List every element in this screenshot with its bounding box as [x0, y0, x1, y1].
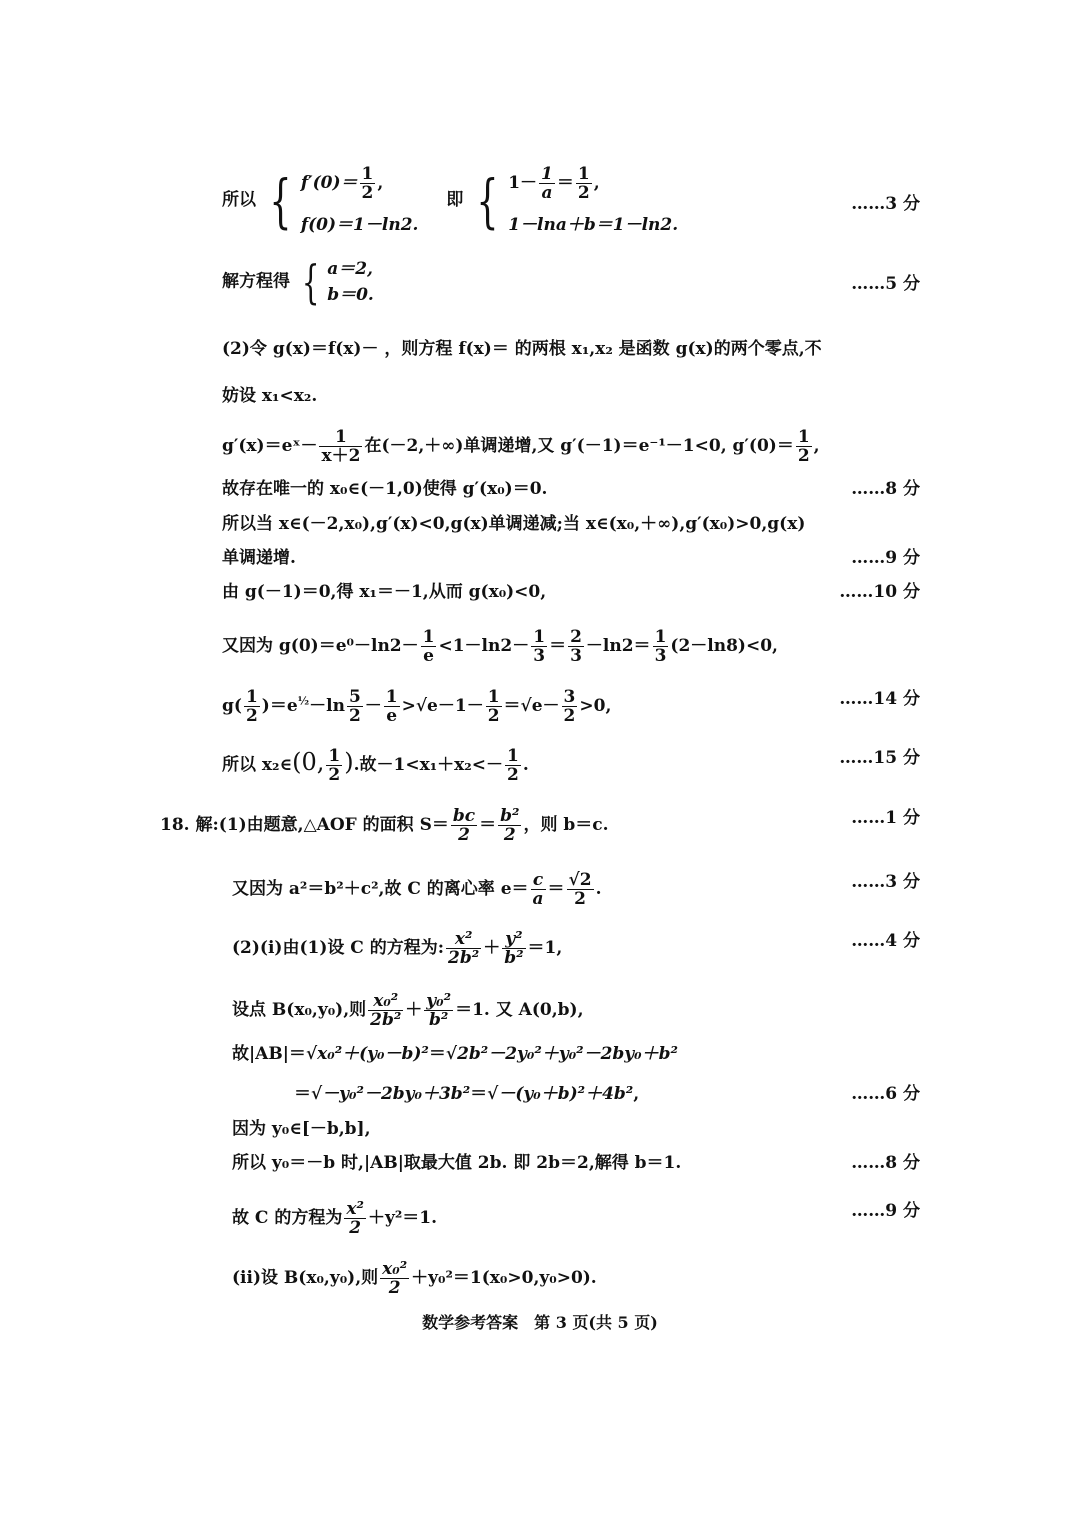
line-text: 所以 y₀＝－b 时,|AB|取最大值 2b. 即 2b＝2,解得 b＝1. — [232, 1153, 682, 1173]
text-ji: 即 — [446, 190, 464, 210]
line-text: ＝1. 又 A(0,b), — [455, 1000, 584, 1020]
line-text: (2－ln8)<0, — [670, 636, 778, 656]
fraction: $\frac{1}{a}$ — [541, 164, 553, 203]
fraction: $\frac{1}{2}$ — [328, 746, 341, 785]
eq-lna: 1－lna＋b＝1－ln2. — [508, 215, 679, 235]
line-text: 在(－2,＋∞)单调递增,又 g′(－1)＝e⁻¹－1<0, g′(0)＝ — [364, 436, 794, 456]
sqrt-expression: √－(y₀＋b)²＋4b² — [487, 1084, 634, 1104]
line-text: 故 C 的方程为 — [232, 1208, 343, 1228]
score-label: ……3 分 — [851, 872, 920, 892]
fraction: $\frac{bc}{2}$ — [452, 806, 476, 845]
line-text: >0, — [579, 696, 612, 716]
fraction: $\frac{\text{y₀²}}{\text{b²}}$ — [426, 991, 452, 1030]
text-line — [232, 1152, 681, 1174]
line-text: .故－1<x₁＋x₂<－ — [353, 755, 503, 775]
line-text: －ln — [309, 696, 345, 716]
line-text: 所以当 x∈(－2,x₀),g′(x)<0,g(x)单调递减;当 x∈(x₀,＋∞),g′(x₀)>0,g(x) — [222, 514, 806, 534]
system-solution — [296, 255, 374, 309]
fraction: $\frac{1}{2}$ — [577, 164, 590, 203]
equation-system-1 — [222, 165, 678, 236]
fraction: $\frac{5}{2}$ — [348, 687, 361, 726]
line-text: g( — [222, 696, 242, 716]
fraction: $\frac{1}{3}$ — [654, 627, 667, 666]
text-line — [222, 385, 317, 407]
eq-sign: ＝ — [556, 173, 574, 193]
fraction: $\frac{1}{x+2}$ — [321, 427, 361, 466]
left-brace: { — [269, 166, 292, 235]
fraction: $\frac{\text{b²}}{2}$ — [500, 806, 520, 845]
exponent: ½ — [297, 694, 310, 708]
line-text: 因为 y₀∈[－b,b], — [232, 1119, 371, 1139]
fraction: $\frac{1}{e}$ — [385, 687, 398, 726]
score-label: ……4 分 — [851, 931, 920, 951]
score-label: ……6 分 — [851, 1084, 920, 1104]
eq-part: 1－ — [508, 173, 538, 193]
line-text: 单调递增. — [222, 548, 296, 568]
line-text: ，则 b＝c. — [523, 815, 609, 835]
fraction: $\frac{2}{3}$ — [570, 627, 582, 666]
score-label: ……15 分 — [839, 748, 920, 768]
line-text: 又因为 a²＝b²＋c²,故 C 的离心率 e＝ — [232, 879, 529, 899]
text-line: 又因为 a²＝b²＋c²,故 C 的离心率 e＝ $\frac{c}{a}$ ＝ $\frac{√2}{2}$ . — [232, 870, 602, 909]
system-left: { f′(0)＝ $\frac{1}{2}$ , f(0)＝1－ln2. — [269, 164, 419, 235]
score-label: ……9 分 — [851, 548, 920, 568]
sol-a: a＝2, — [327, 259, 373, 279]
text-line: 设点 B(x₀,y₀),则 $\frac{\text{x₀²}}{\text{2b²}}$ ＋ $\frac{\text{y₀²}}{\text{b²}}$ ＝1. 又 A(0,b), — [232, 991, 584, 1030]
fraction: $\frac{1}{2}$ — [245, 687, 258, 726]
text-jiefangcheng: 解方程得 — [222, 271, 290, 292]
line-text: )＝e — [261, 696, 298, 716]
text-line: 故|AB|＝√x₀²＋(y₀－b)²＝√2b²－2y₀²＋y₀²－2by₀＋b² — [232, 1044, 678, 1064]
text-line — [232, 1200, 437, 1237]
text-line: ＝√－y₀²－2by₀＋3b²＝√－(y₀＋b)²＋4b², — [294, 1084, 640, 1104]
sqrt-expression: √2b²－2y₀²＋y₀²－2by₀＋b² — [445, 1044, 678, 1064]
fraction: $\frac{1}{2}$ — [361, 164, 374, 203]
line-text: ＝√e－ — [503, 696, 560, 716]
text-line — [222, 581, 546, 603]
score-label: ……3 分 — [851, 194, 920, 214]
page-footer: 数学参考答案 第 3 页(共 5 页) — [422, 1313, 658, 1332]
fraction: $\frac{\text{x²}}{2}$ — [346, 1199, 364, 1238]
text-line: 又因为 g(0)＝e⁰－ln2－ $\frac{1}{e}$ <1－ln2－ $\frac{1}{3}$ ＝ $\frac{2}{3}$ －ln2＝ $\frac{1}{3}$ (2－ln8)<0, — [222, 627, 778, 666]
fraction: $\frac{1}{2}$ — [487, 687, 500, 726]
fraction: $\frac{3}{2}$ — [563, 687, 576, 726]
fraction: $\frac{1}{3}$ — [533, 627, 546, 666]
line-text: 由 g(－1)＝0,得 x₁＝－1,从而 g(x₀)<0, — [222, 582, 547, 602]
line-text: 18. 解:(1)由题意,△AOF 的面积 S＝ — [160, 815, 449, 835]
interval-paren: ) — [344, 748, 354, 776]
line-text: g′(x)＝eˣ－ — [222, 436, 318, 456]
line-text: (2)(i)由(1)设 C 的方程为: — [232, 938, 445, 958]
equation-system-2 — [222, 255, 374, 309]
interval-paren: (0, — [292, 748, 325, 776]
fraction: $\frac{1}{2}$ — [797, 427, 810, 466]
fraction: $\frac{\text{x²}}{\text{2b²}}$ — [448, 929, 480, 968]
line-text: ＋y₀²＝1(x₀>0,y₀>0). — [411, 1268, 597, 1288]
left-brace: { — [476, 166, 499, 235]
line-text: 又因为 g(0)＝e⁰－ln2－ — [222, 636, 419, 656]
text-line — [222, 338, 822, 360]
text-line — [232, 1118, 371, 1140]
score-label: ……9 分 — [851, 1201, 920, 1221]
text-line — [222, 547, 296, 569]
text-line — [222, 478, 547, 500]
fraction: $\frac{√2}{2}$ — [568, 870, 592, 909]
score-label: ……8 分 — [851, 479, 920, 499]
text-line: g′(x)＝eˣ－ $\frac{1}{x+2}$ 在(－2,＋∞)单调递增,又 g′(－1)＝e⁻¹－1<0, g′(0)＝ $\frac{1}{2}$ , — [222, 427, 820, 466]
line-text: (ii)设 B(x₀,y₀),则 — [232, 1268, 379, 1288]
line-text: ＋y²＝1. — [367, 1208, 438, 1228]
line-text: (2)令 g(x)＝f(x)－ ，则方程 f(x)＝ 的两根 x₁,x₂ 是函数 g(x)的两个零点,不 — [222, 339, 822, 359]
line-text: 设点 B(x₀,y₀),则 — [232, 1000, 367, 1020]
score-label: ……1 分 — [851, 808, 920, 828]
score-label: ……14 分 — [839, 689, 920, 709]
score-label: ……5 分 — [851, 274, 920, 294]
text-line: (2)(i)由(1)设 C 的方程为: $\frac{\text{x²}}{\text{2b²}}$ ＋ $\frac{\text{y²}}{\text{b²}}$ ＝1, — [232, 929, 563, 968]
text-line — [232, 1260, 597, 1297]
text-line: g( $\frac{1}{2}$ )$=e^{\frac{1}{2}}-\ln$ $\frac{5}{2}$ － $\frac{1}{e}$ >√e－1－ $\frac{1}{2}$ ＝√e－ $\frac{3}{2}$ >0, — [222, 687, 612, 726]
line-text: －ln2＝ — [585, 636, 651, 656]
line-text: ＝1, — [527, 938, 563, 958]
line-text: 所以 x₂∈ — [222, 755, 293, 775]
question-18-heading: 18. 解:(1)由题意,△AOF 的面积 S＝ $\frac{bc}{2}$ ＝ $\frac{\text{b²}}{2}$ ，则 b＝c. — [160, 806, 609, 845]
eq-f0: f(0)＝1－ln2. — [300, 215, 419, 235]
line-text: 故存在唯一的 x₀∈(－1,0)使得 g′(x₀)＝0. — [222, 479, 548, 499]
line-text: 妨设 x₁<x₂. — [222, 386, 318, 406]
fraction: $\frac{1}{e}$ — [422, 627, 435, 666]
fraction: $\frac{\text{x₀²}}{\text{2b²}}$ — [370, 991, 402, 1030]
sqrt-expression: √－y₀²－2by₀＋3b² — [311, 1084, 471, 1104]
sol-b: b＝0. — [327, 285, 374, 305]
fraction: $\frac{\text{x₀²}}{2}$ — [382, 1259, 408, 1298]
score-label: ……8 分 — [851, 1153, 920, 1173]
sqrt-expression: √x₀²＋(y₀－b)² — [305, 1044, 429, 1064]
fraction: $\frac{\text{y²}}{\text{b²}}$ — [504, 929, 524, 968]
fraction: $\frac{c}{a}$ — [532, 870, 544, 909]
text-line — [222, 513, 805, 535]
eq-fprime0: f′(0)＝ — [300, 173, 358, 193]
line-text: >√e－1－ — [401, 696, 484, 716]
left-brace: { — [301, 255, 320, 309]
text-suoyi: 所以 — [222, 190, 256, 210]
fraction: $\frac{1}{2}$ — [506, 746, 519, 785]
line-text: 故|AB|＝ — [232, 1044, 306, 1064]
score-label: ……10 分 — [839, 582, 920, 602]
system-right: { 1－ $\frac{1}{a}$ ＝ $\frac{1}{2}$ , 1－lna＋b＝1－ln2. — [476, 164, 679, 235]
text-line: 所以 x₂∈(0, $\frac{1}{2}$ ).故－1<x₁＋x₂<－ $\frac{1}{2}$ . — [222, 746, 529, 785]
line-text: <1－ln2－ — [438, 636, 530, 656]
